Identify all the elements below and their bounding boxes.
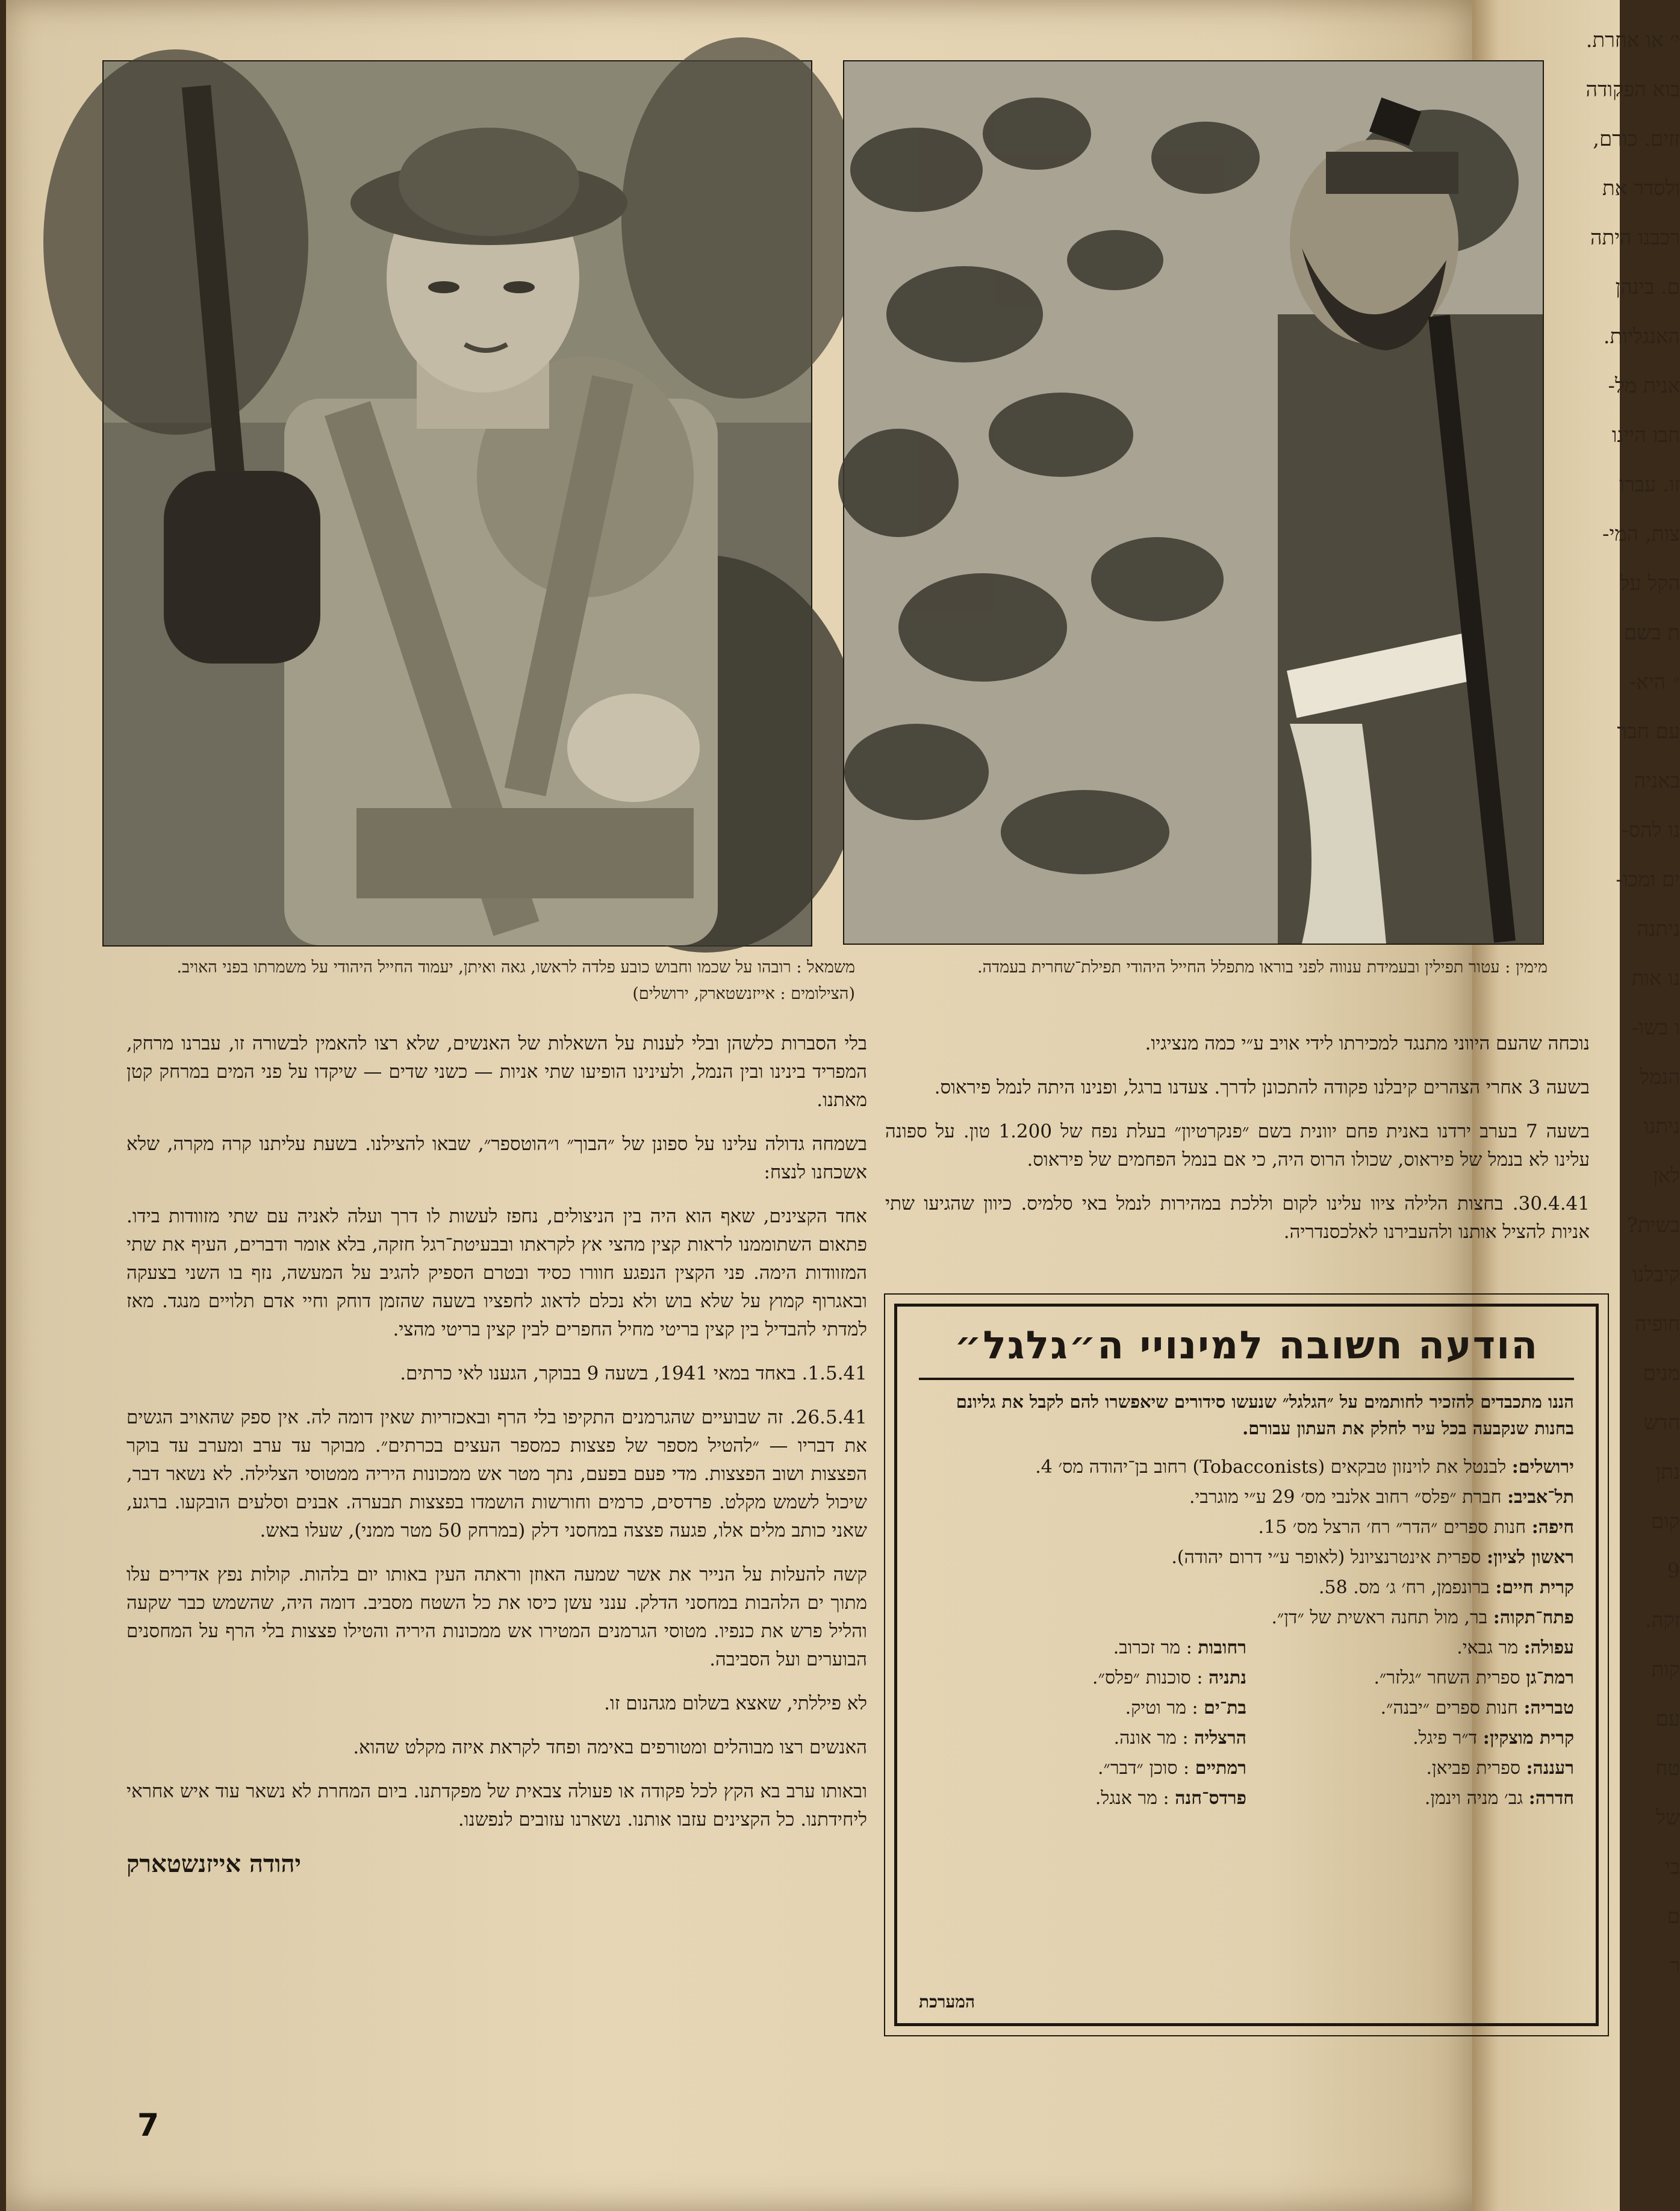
agent-city: פתח־תקוה: (1493, 1607, 1574, 1628)
facing-page-line: קיבלנו (1632, 1263, 1680, 1287)
facing-page-line: חדש (1643, 1411, 1680, 1435)
agent-city: רמת־גן (1526, 1667, 1574, 1688)
notice-title: הודעה חשובה למינויי ה״גלגל״ (919, 1320, 1574, 1380)
facing-page-line: בשית? (1626, 1213, 1680, 1237)
article-column-left (126, 1030, 867, 1878)
agent-city: קרית מוצקין: (1482, 1727, 1574, 1749)
agent-details: ספרית השחר ״גלזר״. (1374, 1667, 1520, 1688)
facing-page-line: לאן (1653, 1164, 1680, 1188)
facing-page-line: זו. עברו (1619, 473, 1680, 497)
photo-soldier-praying (843, 60, 1544, 945)
facing-page-line: זזים. כורם, (1593, 127, 1680, 151)
agent-city: הרצליה (1194, 1727, 1246, 1749)
article-paragraph: בשעה 7 בערב ירדנו באנית פחם יוונית בשם ״פנקרטיון״ בעלת נפח של 1.200 טון. על ספונה עלינו לא בנמל של פיראוס, שכולו הרוס היה, כי אם בנמל הפחמים של פיראוס. (885, 1121, 1590, 1171)
article-paragraph: האנשים רצו מבוהלים ומטורפים באימה ופחד לקראת איזה מקלט שהוא. (353, 1737, 867, 1758)
agent-details: : מר אנגל. (1095, 1788, 1169, 1809)
article-paragraph: לא פיללתי, שאצא בשלום מגהנום זו. (604, 1693, 867, 1714)
agent-entry (919, 1663, 1246, 1693)
agent-details: חברת ״פלס״ רחוב אלנבי מס׳ 29 ע״י מוגרבי. (1189, 1487, 1502, 1508)
facing-page-line: מנים (1643, 1361, 1680, 1385)
facing-page-line: חבו היינו (1611, 423, 1680, 447)
photo-caption-right (843, 954, 1548, 981)
agent-details: : מר זכרוב. (1113, 1637, 1192, 1658)
agent-entry (919, 1723, 1246, 1753)
agent-entry (919, 1543, 1574, 1573)
facing-page-line: הנמל (1640, 1065, 1680, 1089)
notice-intro: הננו מתכבדים להזכיר לחותמים על ״הגלגל״ שנעשו סידורים שיאפשרו להם לקבל את גליונם בחנות שנקבעה בכל עיר לחלק את העתון עבורם. (956, 1392, 1574, 1438)
facing-page-line: באניה (1634, 769, 1680, 793)
agent-details: : מר וטיק. (1125, 1697, 1198, 1718)
agent-details: ספרית אינטרנציונל (לאופר ע״י דרום יהודה). (1171, 1547, 1481, 1568)
agent-details: חנות ספרים ״הדר״ רח׳ הרצל מס׳ 15. (1258, 1517, 1526, 1538)
facing-page-line: נתן (1655, 1460, 1680, 1484)
agent-city: טבריה: (1523, 1697, 1574, 1718)
article-column-right (885, 1030, 1590, 1262)
agent-details: ד״ר פיגל. (1413, 1727, 1478, 1749)
agent-details: בר, מול תחנה ראשית של ״דן״. (1271, 1607, 1488, 1628)
facing-page-line: ר (1670, 1954, 1680, 1978)
agent-entry (919, 1753, 1246, 1783)
agent-entry (919, 1482, 1574, 1513)
facing-page-line: בוא הפקודה (1585, 78, 1680, 102)
agent-entry (1246, 1783, 1574, 1814)
agent-details: ברונפמן, רח׳ ג׳ מס. 58. (1318, 1577, 1490, 1598)
article-paragraph: נוכחה שהעם היווני מתנגד למכירתו לידי אויב ע״י כמה מנציגיו. (1145, 1033, 1590, 1054)
agent-city: חדרה: (1528, 1788, 1574, 1809)
article-paragraph: קשה להעלות על הנייר את אשר שמעה האוזן וראתה העין באותו יום בלהות. קולות נפץ אדירים עלו מתוך ים הלהבות במחסני הדלק. ענני עשן כיסו את כל השטח מסביב. דומה היה, שהשמש כבר שקעה והליל פרש את כנפיו. מטוסי הגרמנים המטירו אש ממכונות היריה והטילו פצצות בלי הרף על המחסנים הבוערים ועל הסביבה. (126, 1564, 867, 1670)
facing-page-line: ולסדר את (1602, 176, 1680, 201)
agent-details: : מר אונה. (1113, 1727, 1189, 1749)
agent-city: ראשון לציון: (1486, 1547, 1574, 1568)
agent-entry (919, 1783, 1246, 1814)
facing-page-line: טח (1655, 1756, 1680, 1780)
agents-grid (919, 1633, 1574, 1814)
agent-city: תל־אביב: (1507, 1487, 1574, 1508)
agent-details: : סוכנות ״פלס״. (1092, 1667, 1203, 1688)
article-paragraph: בשעה 3 אחרי הצהרים קיבלנו פקודה להתכונן לדרך. צעדנו ברגל, ופנינו היתה לנמל פיראוס. (934, 1077, 1590, 1098)
facing-page-line: אנית מל- (1608, 374, 1680, 398)
facing-page-line: נו אות (1631, 966, 1680, 990)
facing-page-line: ם (1667, 1905, 1680, 1929)
agent-entry (919, 1452, 1574, 1482)
facing-page-line: ניתנו (1643, 1115, 1680, 1139)
article-paragraph: 1.5.41. באחד במאי 1941, בשעה 9 בבוקר, הגענו לאי כרתים. (400, 1363, 867, 1384)
caption-right-text: מימין : עטור תפילין ובעמידת ענווה לפני בוראו מתפלל החייל היהודי תפילת־שחרית בעמדה. (977, 958, 1548, 977)
agent-details: לבנטל את לוינזון טבקאים (Tobacconists) רחוב בן־יהודה מס׳ 4. (1035, 1457, 1507, 1478)
agent-entry (1246, 1633, 1574, 1663)
author-signature: יהודה אייזנשטארק (126, 1850, 301, 1878)
facing-page-line: ם. בינהן (1615, 275, 1680, 299)
facing-page-line: עם (1655, 1707, 1680, 1731)
page-number: 7 (137, 2107, 160, 2144)
agent-entry (919, 1693, 1246, 1723)
facing-page-line: של (1656, 1806, 1680, 1830)
subscribers-notice (894, 1304, 1599, 2026)
facing-page-line: האנגליות. (1603, 325, 1680, 349)
agent-details: חנות ספרים ״יבנה״. (1380, 1697, 1518, 1718)
facing-page-line: ניתנה (1637, 917, 1680, 941)
agents-column-right (1246, 1633, 1574, 1814)
agent-city: בת־ים (1204, 1697, 1246, 1718)
facing-page-line: נו להס- (1622, 818, 1680, 842)
facing-page-line: ת בשם (1623, 621, 1680, 645)
facing-page-line: קות (1651, 1658, 1680, 1682)
agent-details: ספרית פביאן. (1426, 1758, 1520, 1779)
facing-page-line: ״ היא- (1629, 670, 1680, 694)
facing-page-line: רכבנו היתה (1590, 226, 1680, 250)
agent-city: נתניה (1209, 1667, 1246, 1688)
agent-city: רחובות (1198, 1637, 1246, 1658)
agent-entry (919, 1513, 1574, 1543)
agent-city: רמתיים (1195, 1758, 1246, 1779)
article-paragraph: אחד הקצינים, שאף הוא היה בין הניצולים, נחפז לעשות לו דרך ועלה לאניה עם שתי מזוודות בידו. פתאום השתוממנו לראות קצין מהצי אץ לקראתו ובבעיטת־רגל חזקה, בלא אומר ודברים, העיף את שתי המזוודות הימה. פני הקצין הנפגע חוורו כסיד ובטרם הספיק להגיב על המעשה, נזף בו השני בצעקה ובאגרוף קמוץ על שלא בוש ולא נכלם לדאוג לחפציו בשעה שהזמן דוחק וחיי אדם תלויים מנגד. מאז למדתי להבדיל בין קצין בריטי מחיל החפרים לבין קצין בריטי מהצי. (126, 1205, 867, 1340)
agents-list (919, 1452, 1574, 1633)
facing-page-line: ו בשו- (1631, 1016, 1680, 1040)
facing-page-line: זקה. (1644, 1608, 1680, 1632)
article-paragraph: בשמחה גדולה עלינו על ספונן של ״הבוך״ ו״הוטספר״, שבאו להצילנו. בשעת עליתנו קרה מקרה, שלא אשכחנו לנצח: (126, 1133, 867, 1183)
photo-soldier-with-rifle (102, 60, 812, 947)
facing-page-line: 9 (1667, 1559, 1680, 1583)
article-paragraph: בלי הסברות כלשהן ובלי לענות על השאלות של האנשים, שלא רצו להאמין לבשורה זו, עברנו מרחק, המפריד בינינו ובין הנמל, ולעינינו הופיעו שתי אניות — כשני שדים — שיקדו על פני המים במרחק קטן מאתנו. (126, 1033, 867, 1111)
agent-city: ירושלים: (1511, 1457, 1574, 1478)
caption-left-text: משמאל : רובהו על שכמו וחבוש כובע פלדה לראשו, גאה ואיתן, יעמוד החייל היהודי על משמרתו בפני האויב. (176, 958, 855, 977)
agent-entry (1246, 1663, 1574, 1693)
agent-city: פרדס־חנה (1175, 1788, 1246, 1809)
facing-page-line: ים ומכו- (1616, 868, 1680, 892)
agent-details: מר גבאי. (1457, 1637, 1519, 1658)
agents-column-left (919, 1633, 1246, 1814)
article-paragraph: 26.5.41. זה שבועיים שהגרמנים התקיפו בלי הרף ובאכזריות שאין דומה לה. אין ספק שהאויב הגשים את דבריו — ״להטיל מספר של פצצות כמספר העצים בכרתים״. מבוקר עד ערב ומערב עד בוקר הפצצות ושוב הפצצות. מדי פעם בפעם, נתך מטר אש ממכונות היריה ממטוסי הצלילה. לא נשאר דבר, שיכול לשמש מקלט. פרדסים, כרמים וחורשות הושמדו בפצצות תבערה. אבנים וסלעים הובקעו. ברגע, שאני כותב מלים אלו, פגעה פצצה במחסני דלק (במרחק 50 מטר ממני), שעלו באש. (126, 1407, 867, 1541)
agent-city: חיפה: (1531, 1517, 1574, 1538)
agent-details: גב׳ מניה וינמן. (1424, 1788, 1523, 1809)
agent-city: עפולה: (1523, 1637, 1574, 1658)
agent-entry (919, 1603, 1574, 1633)
agent-city: רעננה: (1526, 1758, 1574, 1779)
facing-page-line: עם חבר (1617, 720, 1680, 744)
article-paragraph: 30.4.41. בחצות הלילה ציוו עלינו לקום וללכת במהירות לנמל באי סלמיס. כיוון שהגיעו שתי אניות להציל אותנו ולהעבירנו לאלכסנדריה. (885, 1193, 1590, 1243)
agent-city: קרית חיים: (1495, 1577, 1574, 1598)
agent-entry (1246, 1753, 1574, 1783)
photo-caption-left (108, 954, 855, 1007)
agent-entry (919, 1573, 1574, 1603)
agent-entry (1246, 1693, 1574, 1723)
agent-details: : סוכן ״דבר״. (1097, 1758, 1190, 1779)
article-paragraph: ובאותו ערב בא הקץ לכל פקודה או פעולה צבאית של מפקדתנו. ביום המחרת לא נשאר עוד איש אחראי ליחידתנו. כל הקצינים עזבו אותנו. נשארנו עזובים לנפשנו. (126, 1780, 867, 1830)
facing-page-line: חופיה (1634, 1312, 1680, 1336)
facing-page-line: הקל על (1620, 571, 1680, 596)
agent-entry (919, 1633, 1246, 1663)
notice-editors: המערכת (919, 1992, 975, 2012)
photo-credit: (הצילומים : אייזנשטארק, ירושלים) (632, 984, 855, 1003)
facing-page-line: קום (1650, 1510, 1680, 1534)
facing-page-line: י׳ או אחרת. (1585, 28, 1680, 52)
agent-entry (1246, 1723, 1574, 1753)
facing-page-line: בי (1664, 1855, 1680, 1879)
facing-page-line: צות, המי- (1602, 522, 1680, 546)
